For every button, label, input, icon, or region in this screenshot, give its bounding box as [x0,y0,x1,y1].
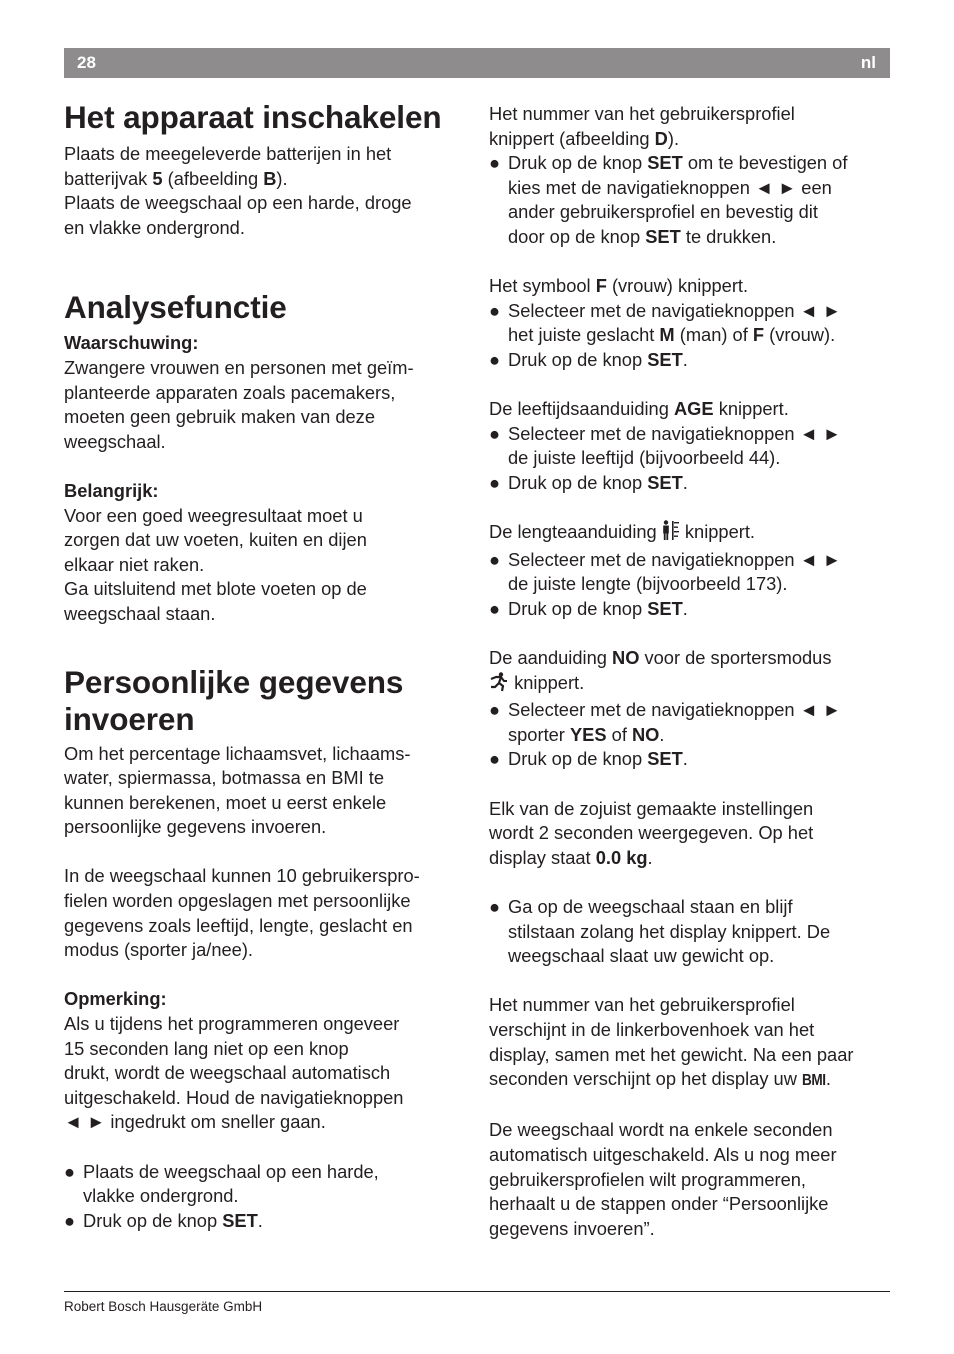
language-code: nl [860,53,876,72]
list-item: ● Selecteer met de navigatieknoppen ◄ ► sporter YES of NO. [489,699,841,745]
list-item: ● Selecteer met de navigatieknoppen ◄ ► de juiste leeftijd (bijvoorbeeld 44). [489,422,841,469]
paragraph: Om het percentage lichaamsvet, lichaams- water, spiermassa, botmassa en BMI te kunnen berekenen, moet u eerst enkele persoonlijke gegevens invoeren. [64,742,411,838]
bullet-icon: ● [489,548,501,570]
list-item: ● Druk op de knop SET. [489,348,893,373]
important-text: Voor een goed weegresultaat moet u zorgen dat uw voeten, kuiten en dijen elkaar niet raken. Ga uitsluitend met blote voeten op de weegschaal staan. [64,504,367,624]
bullet-icon: ● [64,1209,76,1231]
list-item: ● Druk op de knop SET. [489,747,893,772]
warning-label: Waarschuwing: [64,332,199,354]
list-item: ● Plaats de weegschaal op een harde, vlakke ondergrond. [64,1160,379,1207]
footer-divider [64,1291,890,1292]
bullet-icon: ● [489,896,501,917]
paragraph: Het nummer van het gebruikersprofiel verschijnt in de linkerbovenhoek van het display, samen met het gewicht. Na een paar seconden verschijnt op het display uw BMI. [489,993,893,1093]
list-item: ● Druk op de knop SET. [489,597,893,622]
paragraph: knippert. [489,671,893,699]
note-text: Als u tijdens het programmeren ongeveer 15 seconden lang niet op een knop drukt, wordt de weegschaal automatisch uitgeschakeld. Houd de navigatieknoppen ◄ ► ingedrukt om sneller gaan. [64,1013,404,1133]
paragraph: De weegschaal wordt na enkele seconden automatisch uitgeschakeld. Als u nog meer gebruikersprofielen wilt programmeren, herhaalt u de stappen onder “Persoonlijke gegevens invoeren”. [489,1119,837,1239]
warning-text: Zwangere vrouwen en personen met geïm- planteerde apparaten zoals pacemakers, moeten geen gebruik maken van deze weegschaal. [64,356,414,452]
paragraph: In de weegschaal kunnen 10 gebruikerspro- fielen worden opgeslagen met persoonlijke gegevens zoals leeftijd, lengte, geslacht en modus (sporter ja/nee). [64,865,420,961]
paragraph: Het nummer van het gebruikersprofiel knippert (afbeelding D). [489,103,795,149]
list-item: ● Druk op de knop SET. [489,471,893,496]
paragraph: Het symbool F (vrouw) knippert. [489,275,749,297]
list-item: ● Druk op de knop SET om te bevestigen of kies met de navigatieknoppen ◄ ► een ander gebruikersprofiel en bevestig dit door op de knop SET te drukken. [489,152,848,247]
footer-company: Robert Bosch Hausgeräte GmbH [64,1299,263,1314]
bmi-display-label: BMI [802,1072,826,1090]
section-title-personal-data: Persoonlijke gegevens invoeren [64,663,404,737]
paragraph: De lengteaanduiding knippert. [489,520,893,548]
bullet-icon: ● [489,299,501,321]
bullet-icon: ● [489,699,501,721]
paragraph: De aanduiding NO voor de sportersmodus [489,647,832,669]
height-person-icon [662,520,680,548]
list-item: ● Selecteer met de navigatieknoppen ◄ ► de juiste lengte (bijvoorbeeld 173). [489,548,841,595]
bullet-icon: ● [64,1160,76,1182]
bullet-icon: ● [489,422,501,444]
left-column [64,99,464,1233]
running-person-icon [489,672,509,699]
paragraph: De leeftijdsaanduiding AGE knippert. [489,398,789,420]
page-header-bar [64,48,890,78]
note-label: Opmerking: [64,988,167,1010]
list-item: ● Ga op de weegschaal staan en blijf stilstaan zolang het display knippert. De weegschaal slaat uw gewicht op. [489,896,831,967]
section-title-switch-on: Het apparaat inschakelen [64,99,442,135]
bullet-icon: ● [489,748,501,770]
section-title-analysis: Analysefunctie [64,289,287,326]
paragraph: Plaats de meegeleverde batterijen in het batterijvak 5 (afbeelding B). [64,143,392,189]
list-item: ● Selecteer met de navigatieknoppen ◄ ► het juiste geslacht M (man) of F (vrouw). [489,299,841,346]
page-number: 28 [77,53,96,72]
important-label: Belangrijk: [64,479,159,501]
paragraph: Elk van de zojuist gemaakte instellingen wordt 2 seconden weergegeven. Op het display staat 0.0 kg. [489,797,814,868]
bullet-icon: ● [489,152,501,174]
list-item: ● Druk op de knop SET. [64,1209,464,1234]
bullet-icon: ● [489,471,501,493]
paragraph: Plaats de weegschaal op een harde, droge en vlakke ondergrond. [64,192,412,238]
bullet-icon: ● [489,597,501,619]
right-column [489,102,893,1241]
bullet-icon: ● [489,348,501,370]
